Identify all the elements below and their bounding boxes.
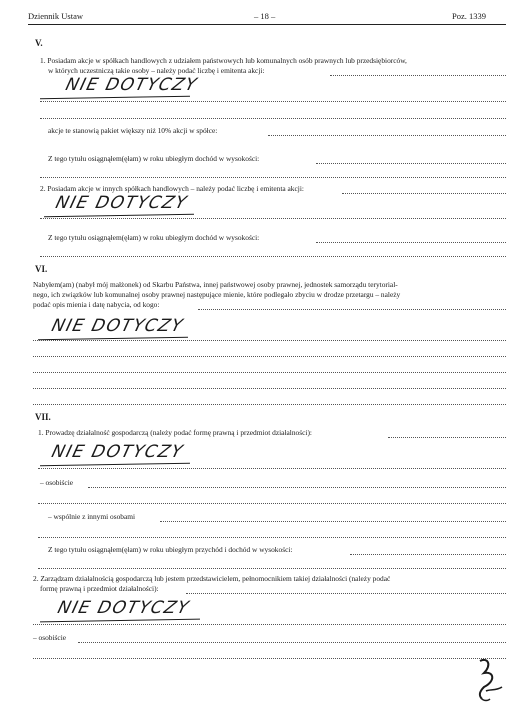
handwritten-stroke [40,96,190,100]
dotted-line [40,101,506,102]
dotted-line [38,568,506,569]
dochod-label-1: Z tego tytułu osiągnąłem(ęłam) w roku ubiegłym dochód w wysokości: [48,154,260,163]
handwritten-entry: NIE DOTYCZY [55,598,192,618]
section-v-item1-line2: w których uczestniczą takie osoby – należy podać liczbę i emitenta akcji: [48,66,265,75]
dotted-line [316,163,506,164]
page-number: – 18 – [254,11,276,21]
position-number: Poz. 1339 [452,11,486,21]
handwritten-entry: NIE DOTYCZY [49,316,186,336]
dotted-line [40,218,506,219]
wspolnie-label: – wspólnie z innymi osobami [48,512,136,521]
pakiet-label: akcje te stanowią pakiet większy niż 10% akcji w spółce: [48,126,218,135]
dotted-line [33,624,506,625]
dotted-line [33,340,506,341]
section-v-heading: V. [35,38,43,48]
dotted-line [40,256,506,257]
section-vii-heading: VII. [35,412,51,422]
dotted-line [33,388,506,389]
dotted-line [330,75,506,76]
section-vi-line3: podać opis mienia i datę nabycia, od kogo: [33,300,160,309]
section-v-item1-line1: 1. Posiadam akcje w spółkach handlowych z udziałem państwowych lub komunalnych osób prawnych lub przedsiębiorców, [40,56,407,65]
initials-signature [470,655,510,705]
dotted-line [198,309,506,310]
section-v-item2: 2. Posiadam akcje w innych spółkach handlowych – należy podać liczbę i emitenta akcji: [40,184,304,193]
dotted-line [316,242,506,243]
header-rule [28,24,506,25]
dotted-line [186,593,506,594]
dotted-line [160,521,506,522]
section-vi-heading: VI. [35,264,48,274]
dotted-line [33,658,506,659]
section-vii-item1: 1. Prowadzę działalność gospodarczą (należy podać formę prawną i przedmiot działalności): [38,428,312,437]
dotted-line [268,135,506,136]
handwritten-entry: NIE DOTYCZY [53,193,190,213]
przychod-label: Z tego tytułu osiągnąłem(ęłam) w roku ubiegłym przychód i dochód w wysokości: [48,545,293,554]
osobiscie-label-1: – osobiście [40,478,74,487]
section-vi-line1: Nabyłem(am) (nabył mój małżonek) od Skarbu Państwa, innej państwowej osoby prawnej, jednostek samorządu terytorial- [33,280,398,289]
dotted-line [78,642,506,643]
dotted-line [33,356,506,357]
section-vii-item2-line2: formę prawną i przedmiot działalności): [40,584,159,593]
handwritten-entry: NIE DOTYCZY [49,442,186,462]
handwritten-stroke [40,463,190,467]
handwritten-entry: NIE DOTYCZY [63,75,200,95]
dotted-line [88,487,506,488]
dotted-line [33,372,506,373]
osobiscie-label-2: – osobiście [33,633,67,642]
dotted-line [40,118,506,119]
dotted-line [33,404,506,405]
dotted-line [40,177,506,178]
dotted-line [342,193,506,194]
dotted-line [38,537,506,538]
dotted-line [38,503,506,504]
section-vii-item2-line1: 2. Zarządzam działalnością gospodarczą lub jestem przedstawicielem, pełnomocnikiem takiej działalności (należy podać [33,574,391,583]
dotted-line [38,468,506,469]
dochod-label-2: Z tego tytułu osiągnąłem(ęłam) w roku ubiegłym dochód w wysokości: [48,233,260,242]
handwritten-stroke [40,619,200,623]
dotted-line [388,437,506,438]
dotted-line [350,554,506,555]
journal-title: Dziennik Ustaw [28,11,84,21]
section-vi-line2: nego, ich związków lub komunalnej osoby prawnej następujące mienie, które podlegało zbyciu w drodze przetargu – należy [33,290,401,299]
